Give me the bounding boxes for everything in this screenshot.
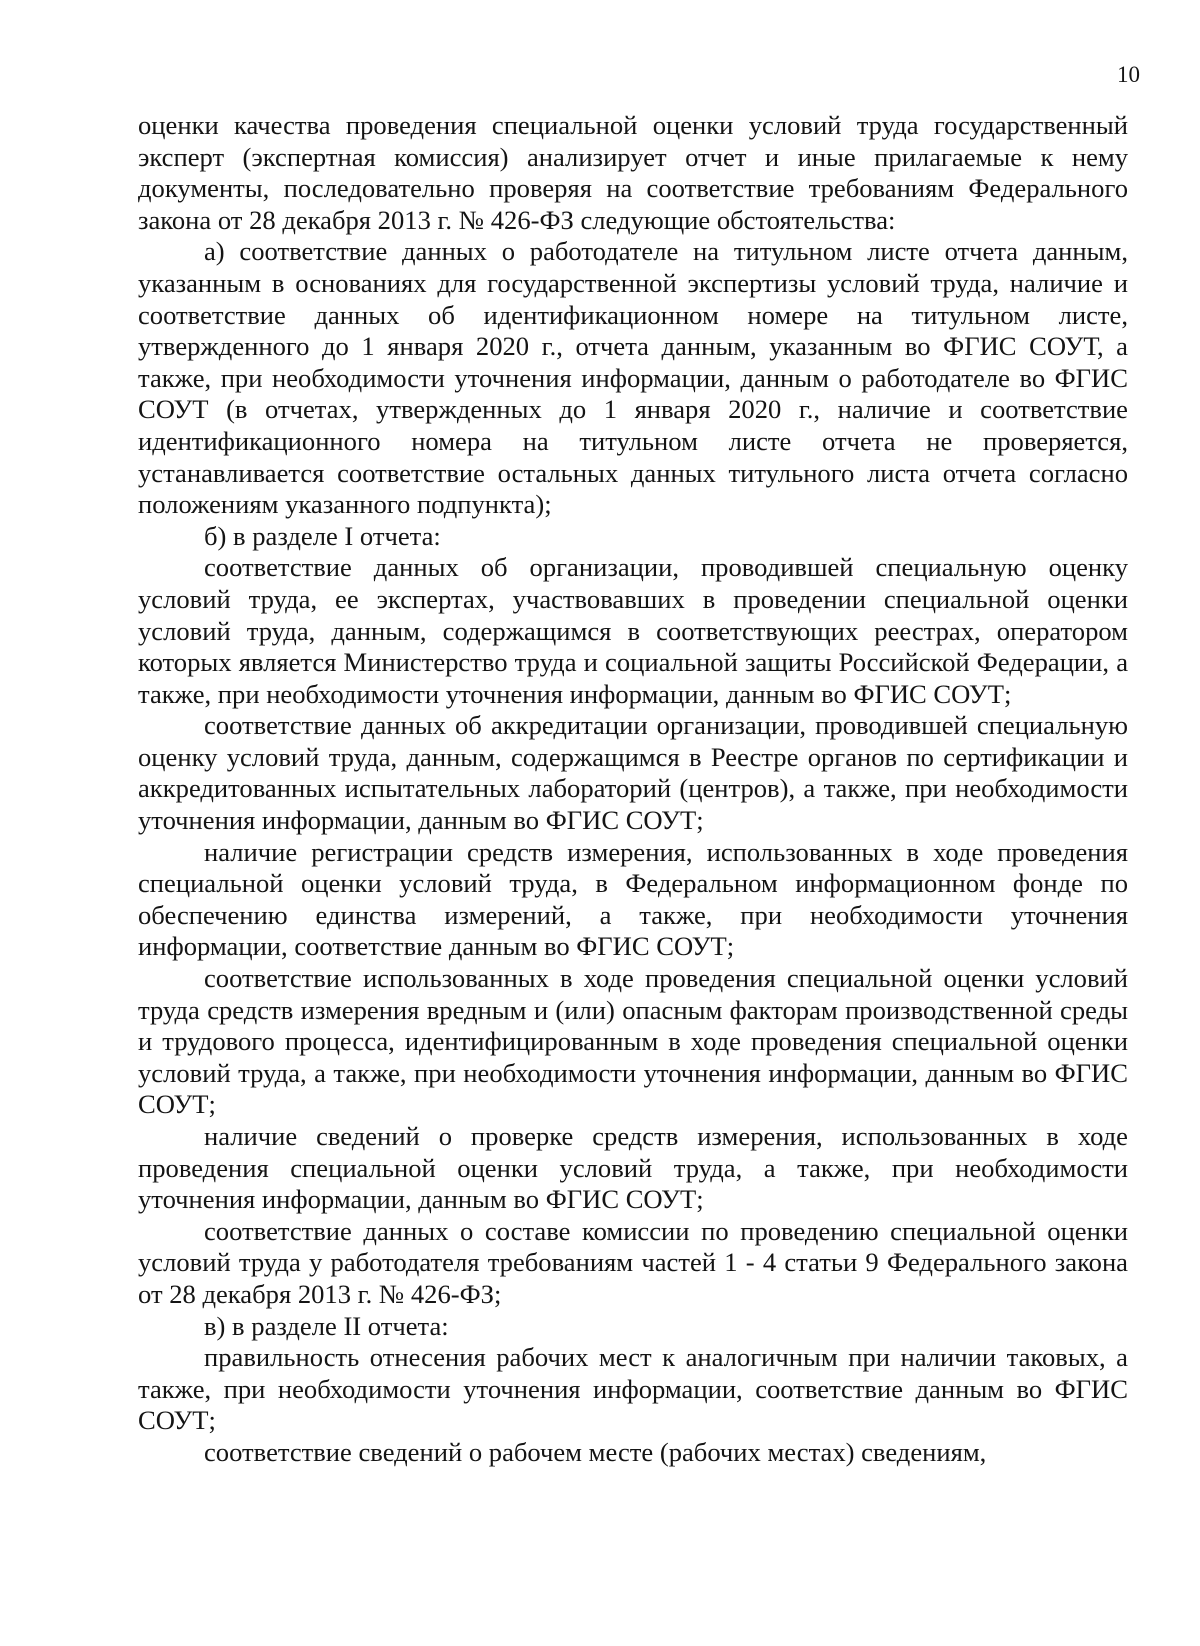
paragraph-accreditation-data: соответствие данных об аккредитации организации, проводившей специальную оценку условий труда, данным, содержащимся в Реестре органов по сертификации и аккредитованных испытательных лабораторий (центров), а также, при необходимости уточнения информации, данным во ФГИС СОУТ; — [138, 710, 1128, 836]
paragraph-continuation: оценки качества проведения специальной оценки условий труда государственный эксперт (экспертная комиссия) анализирует отчет и иные прилагаемые к нему документы, последовательно проверяя на соответствие требованиям Федерального закона от 28 декабря 2013 г. № 426-ФЗ следующие обстоятельства: — [138, 110, 1128, 235]
page-number: 10 — [1117, 62, 1140, 87]
paragraph-measurement-verification: наличие сведений о проверке средств измерения, использованных в ходе проведения специальной оценки условий труда, а также, при необходимости уточнения информации, данным во ФГИС СОУТ; — [138, 1121, 1128, 1215]
paragraph-workplace-info: соответствие сведений о рабочем месте (рабочих местах) сведениям, — [204, 1436, 987, 1467]
paragraph-item-b-heading: б) в разделе I отчета: — [204, 520, 441, 551]
paragraph-measurement-registration: наличие регистрации средств измерения, использованных в ходе проведения специальной оценки условий труда, в Федеральном информационном фонде по обеспечению единства измерений, а также, при необходимости уточнения информации, соответствие данным во ФГИС СОУТ; — [138, 836, 1128, 962]
document-body — [138, 110, 1128, 1469]
paragraph-commission-composition: соответствие данных о составе комиссии по проведению специальной оценки условий труда у работодателя требованиям частей 1 - 4 статьи 9 Федерального закона от 28 декабря 2013 г. № 426-ФЗ; — [138, 1215, 1128, 1309]
paragraph-measurement-factors: соответствие использованных в ходе проведения специальной оценки условий труда средств измерения вредным и (или) опасным факторам производственной среды и трудового процесса, идентифицированным в ходе проведения специальной оценки условий труда, а также, при необходимости уточнения информации, данным во ФГИС СОУТ; — [138, 963, 1128, 1120]
paragraph-similar-workplaces: правильность отнесения рабочих мест к аналогичным при наличии таковых, а также, при необходимости уточнения информации, соответствие данным во ФГИС СОУТ; — [138, 1342, 1128, 1436]
paragraph-item-c-heading: в) в разделе II отчета: — [204, 1310, 449, 1341]
paragraph-organization-data: соответствие данных об организации, проводившей специальную оценку условий труда, ее экспертах, участвовавших в проведении специальной оценки условий труда, данным, содержащимся в соответствующих реестрах, оператором которых является Министерство труда и социальной защиты Российской Федерации, а также, при необходимости уточнения информации, данным во ФГИС СОУТ; — [138, 552, 1128, 709]
paragraph-item-a: а) соответствие данных о работодателе на титульном листе отчета данным, указанным в основаниях для государственной экспертизы условий труда, наличие и соответствие данных об идентификационном номере на титульном листе, утвержденного до 1 января 2020 г., отчета данным, указанным во ФГИС СОУТ, а также, при необходимости уточнения информации, данным о работодателе во ФГИС СОУТ (в отчетах, утвержденных до 1 января 2020 г., наличие и соответствие идентификационного номера на титульном листе отчета не проверяется, устанавливается соответствие остальных данных титульного листа отчета согласно положениям указанного подпункта); — [138, 236, 1128, 520]
